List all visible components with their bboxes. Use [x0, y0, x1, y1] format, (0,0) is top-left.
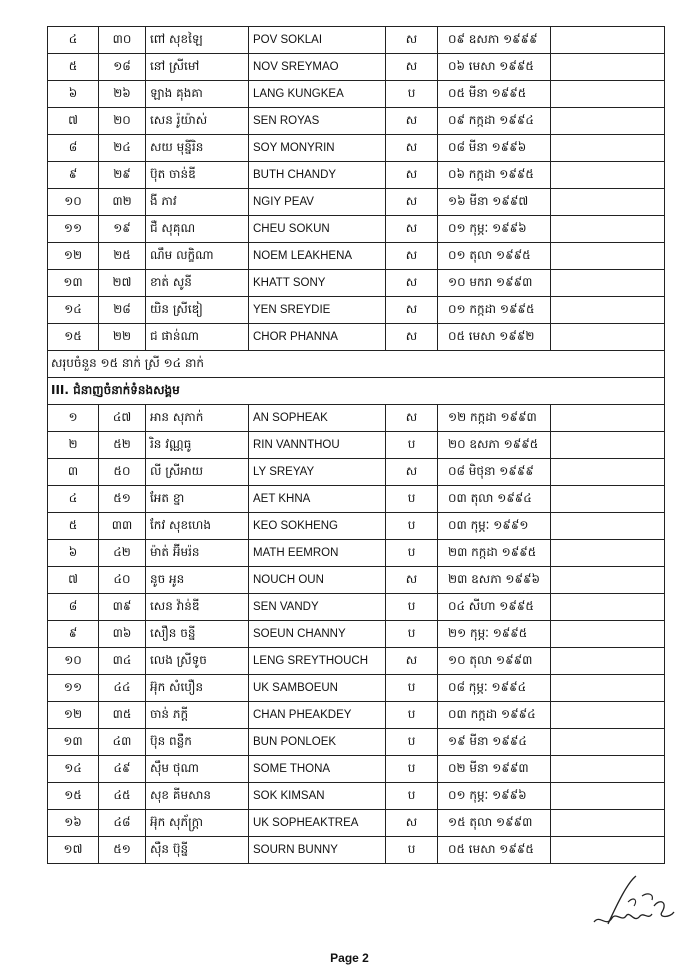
- table-row: [48, 135, 665, 162]
- student-code-cell: ៤២: [99, 540, 146, 567]
- table-row: [48, 513, 665, 540]
- name-latin-cell: RIN VANNTHOU: [249, 432, 386, 459]
- row-index-cell: ១៤: [48, 756, 99, 783]
- sex-cell: ស: [386, 648, 438, 675]
- student-code-cell: ៤៤: [99, 675, 146, 702]
- student-code-cell: ៣៩: [99, 594, 146, 621]
- remarks-cell: [551, 216, 665, 243]
- row-index-cell: ១១: [48, 675, 99, 702]
- date-of-birth-cell: ០៨ មីនា ១៩៩៦: [438, 135, 551, 162]
- name-khmer-cell: កែវ សុខហេង: [146, 513, 249, 540]
- student-code-cell: ២៥: [99, 243, 146, 270]
- row-index-cell: ១៣: [48, 729, 99, 756]
- remarks-cell: [551, 459, 665, 486]
- name-khmer-cell: លី ស្រីអាយ: [146, 459, 249, 486]
- row-index-cell: ៦: [48, 81, 99, 108]
- remarks-cell: [551, 729, 665, 756]
- student-code-cell: ២០: [99, 108, 146, 135]
- table-row: [48, 837, 665, 864]
- name-khmer-cell: រិន វណ្ណធូ: [146, 432, 249, 459]
- sex-cell: ស: [386, 567, 438, 594]
- student-code-cell: ៤៩: [99, 756, 146, 783]
- remarks-cell: [551, 513, 665, 540]
- date-of-birth-cell: ២៣ កក្កដា ១៩៩៥: [438, 540, 551, 567]
- name-khmer-cell: នៅ ស្រីមៅ: [146, 54, 249, 81]
- remarks-cell: [551, 567, 665, 594]
- name-latin-cell: SEN ROYAS: [249, 108, 386, 135]
- table-row: [48, 756, 665, 783]
- group-summary: សរុបចំនួន ១៥ នាក់ ស្រី ១៤ នាក់: [48, 351, 665, 378]
- remarks-cell: [551, 810, 665, 837]
- section-heading-row: [48, 378, 665, 405]
- student-code-cell: ១៩: [99, 216, 146, 243]
- remarks-cell: [551, 756, 665, 783]
- remarks-cell: [551, 27, 665, 54]
- student-code-cell: ៣០: [99, 27, 146, 54]
- student-code-cell: ៥១: [99, 837, 146, 864]
- row-index-cell: ៨: [48, 135, 99, 162]
- remarks-cell: [551, 108, 665, 135]
- date-of-birth-cell: ០៥ មេសា ១៩៩២: [438, 324, 551, 351]
- remarks-cell: [551, 162, 665, 189]
- name-latin-cell: CHOR PHANNA: [249, 324, 386, 351]
- sex-cell: ប: [386, 675, 438, 702]
- remarks-cell: [551, 486, 665, 513]
- sex-cell: ប: [386, 432, 438, 459]
- student-code-cell: ៣៥: [99, 702, 146, 729]
- student-code-cell: ៤៨: [99, 810, 146, 837]
- sex-cell: ស: [386, 243, 438, 270]
- name-latin-cell: LENG SREYTHOUCH: [249, 648, 386, 675]
- sex-cell: ស: [386, 135, 438, 162]
- remarks-cell: [551, 594, 665, 621]
- table-row: [48, 189, 665, 216]
- row-index-cell: ៤: [48, 486, 99, 513]
- name-latin-cell: UK SAMBOEUN: [249, 675, 386, 702]
- sex-cell: ស: [386, 324, 438, 351]
- name-khmer-cell: យិន ស្រីឌៀ: [146, 297, 249, 324]
- name-latin-cell: YEN SREYDIE: [249, 297, 386, 324]
- row-index-cell: ១០: [48, 648, 99, 675]
- table-row: [48, 270, 665, 297]
- row-index-cell: ៧: [48, 108, 99, 135]
- date-of-birth-cell: ១៦ មីនា ១៩៩៧: [438, 189, 551, 216]
- name-latin-cell: NGIY PEAV: [249, 189, 386, 216]
- remarks-cell: [551, 405, 665, 432]
- name-latin-cell: AN SOPHEAK: [249, 405, 386, 432]
- name-latin-cell: SOY MONYRIN: [249, 135, 386, 162]
- name-latin-cell: CHEU SOKUN: [249, 216, 386, 243]
- date-of-birth-cell: ០១ តុលា ១៩៩៥: [438, 243, 551, 270]
- student-code-cell: ៤៧: [99, 405, 146, 432]
- name-latin-cell: POV SOKLAI: [249, 27, 386, 54]
- page-number: Page 2: [330, 951, 369, 965]
- sex-cell: ស: [386, 297, 438, 324]
- remarks-cell: [551, 297, 665, 324]
- name-latin-cell: BUN PONLOEK: [249, 729, 386, 756]
- name-khmer-cell: ជ ផាន់ណា: [146, 324, 249, 351]
- date-of-birth-cell: ០៨ កុម្ភៈ ១៩៩៤: [438, 675, 551, 702]
- table-row: [48, 81, 665, 108]
- date-of-birth-cell: ១២ កក្កដា ១៩៩៣: [438, 405, 551, 432]
- student-code-cell: ១៨: [99, 54, 146, 81]
- student-code-cell: ៤៥: [99, 783, 146, 810]
- name-khmer-cell: អ៊ុក សុភ័ក្ត្រា: [146, 810, 249, 837]
- name-latin-cell: AET KHNA: [249, 486, 386, 513]
- name-khmer-cell: ណឹម លក្ខិណា: [146, 243, 249, 270]
- sex-cell: ស: [386, 27, 438, 54]
- student-list-table: [47, 26, 665, 864]
- remarks-cell: [551, 675, 665, 702]
- date-of-birth-cell: ០៦ មេសា ១៩៩៥: [438, 54, 551, 81]
- student-code-cell: ៣៤: [99, 648, 146, 675]
- name-latin-cell: CHAN PHEAKDEY: [249, 702, 386, 729]
- remarks-cell: [551, 432, 665, 459]
- name-khmer-cell: ស៊ឹម ថុណា: [146, 756, 249, 783]
- handwritten-signature-icon: [588, 872, 678, 934]
- date-of-birth-cell: ០៣ តុលា ១៩៩៤: [438, 486, 551, 513]
- name-khmer-cell: អែត ខ្នា: [146, 486, 249, 513]
- row-index-cell: ១៥: [48, 324, 99, 351]
- row-index-cell: ៩: [48, 162, 99, 189]
- name-latin-cell: LY SREYAY: [249, 459, 386, 486]
- name-khmer-cell: លេង ស្រីទូច: [146, 648, 249, 675]
- name-khmer-cell: សេន រ៉ូយ៉ាស់: [146, 108, 249, 135]
- name-latin-cell: NOUCH OUN: [249, 567, 386, 594]
- date-of-birth-cell: ២៣ ឧសភា ១៩៩៦: [438, 567, 551, 594]
- remarks-cell: [551, 648, 665, 675]
- row-index-cell: ១២: [48, 702, 99, 729]
- remarks-cell: [551, 837, 665, 864]
- name-khmer-cell: អ៊ុក សំបឿន: [146, 675, 249, 702]
- student-code-cell: ២៩: [99, 162, 146, 189]
- row-index-cell: ១២: [48, 243, 99, 270]
- sex-cell: ប: [386, 729, 438, 756]
- table-row: [48, 783, 665, 810]
- remarks-cell: [551, 540, 665, 567]
- sex-cell: ប: [386, 513, 438, 540]
- student-code-cell: ៣៣: [99, 513, 146, 540]
- table-row: [48, 432, 665, 459]
- name-khmer-cell: ម៉ាត់ អ៊ីមរ៉ន: [146, 540, 249, 567]
- date-of-birth-cell: ០២ មីនា ១៩៩៣: [438, 756, 551, 783]
- sex-cell: ស: [386, 405, 438, 432]
- table-row: [48, 243, 665, 270]
- sex-cell: ស: [386, 216, 438, 243]
- name-latin-cell: SOME THONA: [249, 756, 386, 783]
- sex-cell: ប: [386, 594, 438, 621]
- student-code-cell: ៥២: [99, 432, 146, 459]
- student-code-cell: ៤៣: [99, 729, 146, 756]
- name-khmer-cell: ងី ភាវ: [146, 189, 249, 216]
- name-khmer-cell: សយ មុន្នីរិន: [146, 135, 249, 162]
- name-khmer-cell: អាន សុភាក់: [146, 405, 249, 432]
- date-of-birth-cell: ១០ មករា ១៩៩៣: [438, 270, 551, 297]
- date-of-birth-cell: ០៥ មីនា ១៩៩៥: [438, 81, 551, 108]
- date-of-birth-cell: ០៩ ឧសភា ១៩៩៩: [438, 27, 551, 54]
- row-index-cell: ៣: [48, 459, 99, 486]
- row-index-cell: ១៣: [48, 270, 99, 297]
- date-of-birth-cell: ០៩ កក្កដា ១៩៩៤: [438, 108, 551, 135]
- remarks-cell: [551, 243, 665, 270]
- table-row: [48, 459, 665, 486]
- table-row: [48, 594, 665, 621]
- sex-cell: ស: [386, 108, 438, 135]
- name-latin-cell: LANG KUNGKEA: [249, 81, 386, 108]
- name-latin-cell: NOEM LEAKHENA: [249, 243, 386, 270]
- row-index-cell: ១០: [48, 189, 99, 216]
- date-of-birth-cell: ០៣ កក្កដា ១៩៩៤: [438, 702, 551, 729]
- row-index-cell: ១១: [48, 216, 99, 243]
- date-of-birth-cell: ០១ កុម្ភៈ ១៩៩៦: [438, 216, 551, 243]
- name-latin-cell: NOV SREYMAO: [249, 54, 386, 81]
- sex-cell: ប: [386, 540, 438, 567]
- table-row: [48, 162, 665, 189]
- name-khmer-cell: ចាន់ ភក្តី: [146, 702, 249, 729]
- student-code-cell: ២៤: [99, 135, 146, 162]
- sex-cell: ប: [386, 837, 438, 864]
- date-of-birth-cell: ០៦ កក្កដា ១៩៩៥: [438, 162, 551, 189]
- student-code-cell: ២៧: [99, 270, 146, 297]
- sex-cell: ប: [386, 702, 438, 729]
- sex-cell: ស: [386, 162, 438, 189]
- remarks-cell: [551, 54, 665, 81]
- name-latin-cell: SEN VANDY: [249, 594, 386, 621]
- row-index-cell: ៩: [48, 621, 99, 648]
- date-of-birth-cell: ០៨ មិថុនា ១៩៩៩: [438, 459, 551, 486]
- table-row: [48, 216, 665, 243]
- name-latin-cell: KHATT SONY: [249, 270, 386, 297]
- remarks-cell: [551, 135, 665, 162]
- date-of-birth-cell: ០៣ កុម្ភៈ ១៩៩១: [438, 513, 551, 540]
- row-index-cell: ៨: [48, 594, 99, 621]
- table-row: [48, 648, 665, 675]
- remarks-cell: [551, 189, 665, 216]
- student-list-table-container: [47, 26, 664, 864]
- sex-cell: ប: [386, 81, 438, 108]
- name-khmer-cell: ប៊ុត ចាន់ឌី: [146, 162, 249, 189]
- sex-cell: ស: [386, 459, 438, 486]
- table-row: [48, 405, 665, 432]
- table-row: [48, 702, 665, 729]
- student-code-cell: ៣២: [99, 189, 146, 216]
- sex-cell: ប: [386, 621, 438, 648]
- name-khmer-cell: សុខ គីមសាន: [146, 783, 249, 810]
- name-khmer-cell: ស៊ឺន ប៊ុន្នី: [146, 837, 249, 864]
- sex-cell: ស: [386, 54, 438, 81]
- table-row: [48, 108, 665, 135]
- table-row: [48, 540, 665, 567]
- row-index-cell: ២: [48, 432, 99, 459]
- name-latin-cell: SOURN BUNNY: [249, 837, 386, 864]
- name-khmer-cell: ជឺ សុគុណ: [146, 216, 249, 243]
- name-latin-cell: KEO SOKHENG: [249, 513, 386, 540]
- group-summary-row: [48, 351, 665, 378]
- table-row: [48, 810, 665, 837]
- sex-cell: ស: [386, 810, 438, 837]
- row-index-cell: ១៧: [48, 837, 99, 864]
- student-code-cell: ៥១: [99, 486, 146, 513]
- row-index-cell: ១៤: [48, 297, 99, 324]
- date-of-birth-cell: ០១ កុម្ភៈ ១៩៩៦: [438, 783, 551, 810]
- table-body: [48, 27, 665, 864]
- row-index-cell: ៥: [48, 54, 99, 81]
- name-khmer-cell: ឡាង គុងគា: [146, 81, 249, 108]
- table-row: [48, 567, 665, 594]
- row-index-cell: ៦: [48, 540, 99, 567]
- table-row: [48, 54, 665, 81]
- row-index-cell: ១៦: [48, 810, 99, 837]
- remarks-cell: [551, 702, 665, 729]
- sex-cell: ប: [386, 783, 438, 810]
- row-index-cell: ១៥: [48, 783, 99, 810]
- student-code-cell: ៣៦: [99, 621, 146, 648]
- remarks-cell: [551, 621, 665, 648]
- name-latin-cell: SOK KIMSAN: [249, 783, 386, 810]
- date-of-birth-cell: ០៤ សីហា ១៩៩៥: [438, 594, 551, 621]
- sex-cell: ស: [386, 189, 438, 216]
- sex-cell: ប: [386, 756, 438, 783]
- date-of-birth-cell: ២០ ឧសភា ១៩៩៥: [438, 432, 551, 459]
- table-row: [48, 27, 665, 54]
- name-khmer-cell: ប៊ុន ពន្លឺក: [146, 729, 249, 756]
- sex-cell: ប: [386, 486, 438, 513]
- row-index-cell: ១: [48, 405, 99, 432]
- name-latin-cell: SOEUN CHANNY: [249, 621, 386, 648]
- table-row: [48, 729, 665, 756]
- table-row: [48, 297, 665, 324]
- table-row: [48, 621, 665, 648]
- student-code-cell: ៤០: [99, 567, 146, 594]
- date-of-birth-cell: ១៥ តុលា ១៩៩៣: [438, 810, 551, 837]
- sex-cell: ស: [386, 270, 438, 297]
- row-index-cell: ៥: [48, 513, 99, 540]
- remarks-cell: [551, 270, 665, 297]
- name-latin-cell: MATH EEMRON: [249, 540, 386, 567]
- name-khmer-cell: ខាត់ សូនី: [146, 270, 249, 297]
- student-code-cell: ២៨: [99, 297, 146, 324]
- remarks-cell: [551, 81, 665, 108]
- remarks-cell: [551, 783, 665, 810]
- table-row: [48, 675, 665, 702]
- student-code-cell: ២២: [99, 324, 146, 351]
- remarks-cell: [551, 324, 665, 351]
- date-of-birth-cell: ០១ កក្កដា ១៩៩៥: [438, 297, 551, 324]
- name-latin-cell: UK SOPHEAKTREA: [249, 810, 386, 837]
- name-khmer-cell: សេន វ៉ាន់ឌី: [146, 594, 249, 621]
- name-latin-cell: BUTH CHANDY: [249, 162, 386, 189]
- table-row: [48, 324, 665, 351]
- date-of-birth-cell: ០៥ មេសា ១៩៩៥: [438, 837, 551, 864]
- section-heading: III. ជំនាញចំនាក់ទំនងសង្គម: [48, 378, 665, 405]
- date-of-birth-cell: ២១ កុម្ភៈ ១៩៩៥: [438, 621, 551, 648]
- row-index-cell: ៤: [48, 27, 99, 54]
- date-of-birth-cell: ១០ តុលា ១៩៩៣: [438, 648, 551, 675]
- student-code-cell: ៥០: [99, 459, 146, 486]
- name-khmer-cell: សឿន ចន្នី: [146, 621, 249, 648]
- date-of-birth-cell: ១៩ មីនា ១៩៩៤: [438, 729, 551, 756]
- name-khmer-cell: ពៅ សុខឡៃ: [146, 27, 249, 54]
- row-index-cell: ៧: [48, 567, 99, 594]
- table-row: [48, 486, 665, 513]
- student-code-cell: ២៦: [99, 81, 146, 108]
- name-khmer-cell: នូច អូន: [146, 567, 249, 594]
